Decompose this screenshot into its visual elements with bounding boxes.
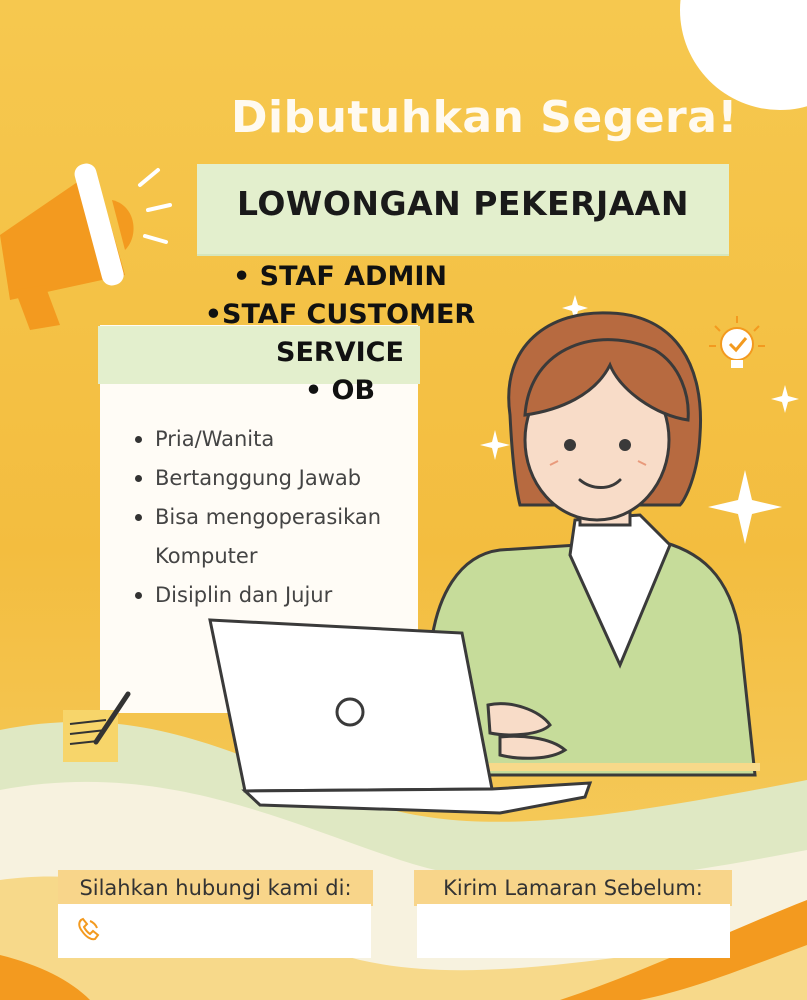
contact-field bbox=[58, 904, 371, 958]
requirement-item: Pria/Wanita bbox=[135, 420, 425, 459]
position-item: SERVICE bbox=[276, 337, 404, 368]
megaphone-icon bbox=[0, 150, 180, 335]
positions-list bbox=[160, 258, 520, 410]
position-item: •STAF CUSTOMER bbox=[204, 299, 476, 330]
requirement-item-continued: Komputer bbox=[155, 544, 258, 568]
page-title: LOWONGAN PEKERJAAN bbox=[237, 184, 689, 223]
headline: Dibutuhkan Segera! bbox=[230, 92, 738, 143]
position-item: • STAF ADMIN bbox=[233, 261, 447, 292]
deadline-label: Kirim Lamaran Sebelum: bbox=[414, 870, 732, 906]
note-pen-icon bbox=[58, 690, 138, 770]
phone-icon bbox=[74, 916, 102, 944]
requirement-item: Disiplin dan Jujur bbox=[135, 576, 425, 615]
requirement-item: Bisa mengoperasikan bbox=[135, 498, 425, 537]
deadline-field bbox=[417, 904, 730, 958]
contact-label: Silahkan hubungi kami di: bbox=[58, 870, 373, 906]
position-item: • OB bbox=[304, 375, 376, 406]
sparkle-icon bbox=[771, 385, 799, 413]
requirement-item: Bertanggung Jawab bbox=[135, 459, 425, 498]
